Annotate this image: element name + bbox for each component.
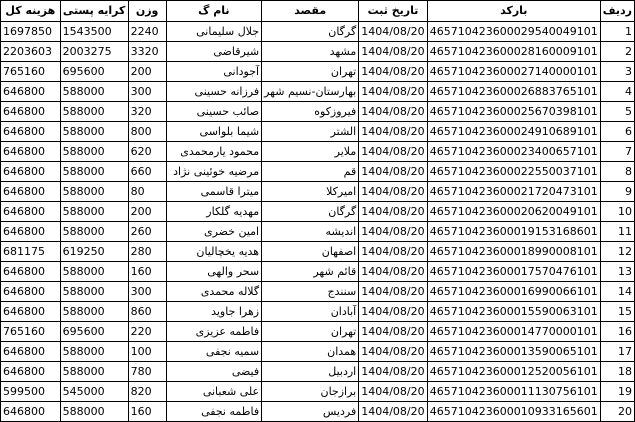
cell-reg-date[interactable]: 1404/08/20 bbox=[359, 102, 428, 122]
cell-weight[interactable]: 2240 bbox=[128, 22, 166, 42]
cell-row-index[interactable]: 4 bbox=[600, 82, 634, 102]
cell-row-index[interactable]: 10 bbox=[600, 202, 634, 222]
cell-recipient[interactable]: شیما بلواسی bbox=[166, 122, 262, 142]
cell-destination[interactable]: اردبیل bbox=[262, 362, 359, 382]
cell-total-cost[interactable]: 646800 bbox=[1, 202, 61, 222]
cell-postal-fee[interactable]: 588000 bbox=[60, 162, 128, 182]
cell-total-cost[interactable]: 681175 bbox=[1, 242, 61, 262]
cell-reg-date[interactable]: 1404/08/20 bbox=[359, 222, 428, 242]
cell-barcode[interactable]: 465710423600021720473101 bbox=[427, 182, 600, 202]
cell-weight[interactable]: 300 bbox=[128, 282, 166, 302]
cell-reg-date[interactable]: 1404/08/20 bbox=[359, 342, 428, 362]
cell-reg-date[interactable]: 1404/08/20 bbox=[359, 362, 428, 382]
table-row bbox=[1, 362, 635, 382]
cell-destination[interactable]: بهارستان-نسیم شهر bbox=[262, 82, 359, 102]
cell-weight[interactable]: 860 bbox=[128, 302, 166, 322]
cell-destination[interactable]: الشتر bbox=[262, 122, 359, 142]
cell-destination[interactable]: مشهد bbox=[262, 42, 359, 62]
cell-reg-date[interactable]: 1404/08/20 bbox=[359, 22, 428, 42]
table-row bbox=[1, 122, 635, 142]
cell-destination[interactable]: همدان bbox=[262, 342, 359, 362]
cell-weight[interactable]: 200 bbox=[128, 62, 166, 82]
cell-weight[interactable]: 80 bbox=[128, 182, 166, 202]
cell-total-cost[interactable]: 765160 bbox=[1, 322, 61, 342]
cell-postal-fee[interactable]: 588000 bbox=[60, 122, 128, 142]
cell-reg-date[interactable]: 1404/08/20 bbox=[359, 402, 428, 422]
cell-reg-date[interactable]: 1404/08/20 bbox=[359, 302, 428, 322]
cell-barcode[interactable]: 465710423600025670398101 bbox=[427, 102, 600, 122]
cell-recipient[interactable]: فیضی bbox=[166, 362, 262, 382]
cell-postal-fee[interactable]: 588000 bbox=[60, 362, 128, 382]
cell-row-index[interactable]: 11 bbox=[600, 222, 634, 242]
cell-postal-fee[interactable]: 588000 bbox=[60, 102, 128, 122]
cell-recipient[interactable]: مهدیه گلکار bbox=[166, 202, 262, 222]
cell-total-cost[interactable]: 646800 bbox=[1, 182, 61, 202]
cell-destination[interactable]: اصفهان bbox=[262, 242, 359, 262]
cell-recipient[interactable]: فاطمه نجفی bbox=[166, 402, 262, 422]
cell-total-cost[interactable]: 646800 bbox=[1, 162, 61, 182]
cell-barcode[interactable]: 465710423600013590065101 bbox=[427, 342, 600, 362]
cell-barcode[interactable]: 465710423600026883765101 bbox=[427, 82, 600, 102]
cell-recipient[interactable]: آجودانی bbox=[166, 62, 262, 82]
cell-weight[interactable]: 660 bbox=[128, 162, 166, 182]
cell-postal-fee[interactable]: 1543500 bbox=[60, 22, 128, 42]
cell-weight[interactable]: 260 bbox=[128, 222, 166, 242]
cell-recipient[interactable]: گلاله محمدی bbox=[166, 282, 262, 302]
cell-reg-date[interactable]: 1404/08/20 bbox=[359, 202, 428, 222]
cell-row-index[interactable]: 17 bbox=[600, 342, 634, 362]
cell-total-cost[interactable]: 646800 bbox=[1, 142, 61, 162]
table-row bbox=[1, 202, 635, 222]
table-row bbox=[1, 182, 635, 202]
cell-destination[interactable]: ملایر bbox=[262, 142, 359, 162]
cell-weight[interactable]: 3320 bbox=[128, 42, 166, 62]
cell-row-index[interactable]: 1 bbox=[600, 22, 634, 42]
table-row bbox=[1, 242, 635, 262]
cell-row-index[interactable]: 20 bbox=[600, 402, 634, 422]
cell-recipient[interactable]: هدیه یخچالیان bbox=[166, 242, 262, 262]
header-row[interactable]: ردیف bbox=[600, 1, 634, 22]
cell-postal-fee[interactable]: 588000 bbox=[60, 142, 128, 162]
cell-weight[interactable]: 300 bbox=[128, 82, 166, 102]
cell-total-cost[interactable]: 646800 bbox=[1, 282, 61, 302]
cell-weight[interactable]: 160 bbox=[128, 402, 166, 422]
cell-reg-date[interactable]: 1404/08/20 bbox=[359, 82, 428, 102]
table-row bbox=[1, 222, 635, 242]
cell-barcode[interactable]: 465710423600027140000101 bbox=[427, 62, 600, 82]
cell-reg-date[interactable]: 1404/08/20 bbox=[359, 262, 428, 282]
cell-row-index[interactable]: 5 bbox=[600, 102, 634, 122]
cell-weight[interactable]: 800 bbox=[128, 122, 166, 142]
cell-recipient[interactable]: جلال سلیمانی bbox=[166, 22, 262, 42]
cell-recipient[interactable]: صائب حسینی bbox=[166, 102, 262, 122]
cell-destination[interactable]: فردیس bbox=[262, 402, 359, 422]
header-total-cost[interactable]: هزینه کل bbox=[1, 1, 61, 22]
cell-postal-fee[interactable]: 588000 bbox=[60, 342, 128, 362]
cell-row-index[interactable]: 19 bbox=[600, 382, 634, 402]
table-row bbox=[1, 162, 635, 182]
cell-weight[interactable]: 320 bbox=[128, 102, 166, 122]
cell-weight[interactable]: 620 bbox=[128, 142, 166, 162]
cell-recipient[interactable]: مرضیه خوئینی نژاد bbox=[166, 162, 262, 182]
cell-barcode[interactable]: 465710423600028160009101 bbox=[427, 42, 600, 62]
cell-barcode[interactable]: 465710423600011130756101 bbox=[427, 382, 600, 402]
table-row bbox=[1, 302, 635, 322]
cell-weight[interactable]: 100 bbox=[128, 342, 166, 362]
cell-total-cost[interactable]: 646800 bbox=[1, 302, 61, 322]
cell-weight[interactable]: 780 bbox=[128, 362, 166, 382]
cell-row-index[interactable]: 18 bbox=[600, 362, 634, 382]
table-row bbox=[1, 342, 635, 362]
cell-postal-fee[interactable]: 588000 bbox=[60, 262, 128, 282]
cell-barcode[interactable]: 465710423600017570476101 bbox=[427, 262, 600, 282]
cell-barcode[interactable]: 465710423600029540049101 bbox=[427, 22, 600, 42]
cell-total-cost[interactable]: 646800 bbox=[1, 342, 61, 362]
cell-total-cost[interactable]: 646800 bbox=[1, 362, 61, 382]
cell-barcode[interactable]: 465710423600018990008101 bbox=[427, 242, 600, 262]
header-recipient[interactable]: نام گ bbox=[166, 1, 262, 22]
header-postal-fee[interactable]: کرایه پستی bbox=[60, 1, 128, 22]
cell-total-cost[interactable]: 646800 bbox=[1, 122, 61, 142]
cell-row-index[interactable]: 8 bbox=[600, 162, 634, 182]
cell-destination[interactable]: سنندج bbox=[262, 282, 359, 302]
cell-barcode[interactable]: 465710423600015590063101 bbox=[427, 302, 600, 322]
cell-recipient[interactable]: سحر والهی bbox=[166, 262, 262, 282]
cell-recipient[interactable]: میترا قاسمی bbox=[166, 182, 262, 202]
cell-reg-date[interactable]: 1404/08/20 bbox=[359, 62, 428, 82]
header-row bbox=[1, 1, 635, 22]
table-row bbox=[1, 42, 635, 62]
cell-reg-date[interactable]: 1404/08/20 bbox=[359, 242, 428, 262]
table-row bbox=[1, 262, 635, 282]
header-reg-date[interactable]: تاریخ ثبت bbox=[359, 1, 428, 22]
cell-destination[interactable]: قائم شهر bbox=[262, 262, 359, 282]
cell-destination[interactable]: آبادان bbox=[262, 302, 359, 322]
cell-destination[interactable]: گرگان bbox=[262, 202, 359, 222]
cell-total-cost[interactable]: 646800 bbox=[1, 102, 61, 122]
cell-barcode[interactable]: 465710423600016990066101 bbox=[427, 282, 600, 302]
cell-postal-fee[interactable]: 588000 bbox=[60, 182, 128, 202]
header-destination[interactable]: مقصد bbox=[262, 1, 359, 22]
cell-barcode[interactable]: 465710423600012520056101 bbox=[427, 362, 600, 382]
cell-postal-fee[interactable]: 695600 bbox=[60, 322, 128, 342]
cell-postal-fee[interactable]: 588000 bbox=[60, 282, 128, 302]
cell-total-cost[interactable]: 599500 bbox=[1, 382, 61, 402]
cell-weight[interactable]: 820 bbox=[128, 382, 166, 402]
cell-postal-fee[interactable]: 2003275 bbox=[60, 42, 128, 62]
table-row bbox=[1, 22, 635, 42]
cell-weight[interactable]: 280 bbox=[128, 242, 166, 262]
table-row bbox=[1, 62, 635, 82]
cell-total-cost[interactable]: 1697850 bbox=[1, 22, 61, 42]
cell-postal-fee[interactable]: 588000 bbox=[60, 222, 128, 242]
cell-reg-date[interactable]: 1404/08/20 bbox=[359, 122, 428, 142]
cell-destination[interactable]: اندیشه bbox=[262, 222, 359, 242]
cell-total-cost[interactable]: 646800 bbox=[1, 402, 61, 422]
cell-barcode[interactable]: 465710423600020620049101 bbox=[427, 202, 600, 222]
table-row bbox=[1, 282, 635, 302]
cell-postal-fee[interactable]: 588000 bbox=[60, 302, 128, 322]
cell-postal-fee[interactable]: 588000 bbox=[60, 202, 128, 222]
cell-destination[interactable]: تهران bbox=[262, 322, 359, 342]
header-weight[interactable]: وزن bbox=[128, 1, 166, 22]
table-row bbox=[1, 82, 635, 102]
cell-recipient[interactable]: زهرا جاوید bbox=[166, 302, 262, 322]
cell-barcode[interactable]: 465710423600019153168601 bbox=[427, 222, 600, 242]
cell-row-index[interactable]: 7 bbox=[600, 142, 634, 162]
cell-recipient[interactable]: فرزانه حسینی bbox=[166, 82, 262, 102]
cell-row-index[interactable]: 12 bbox=[600, 242, 634, 262]
table-row bbox=[1, 322, 635, 342]
cell-destination[interactable]: تهران bbox=[262, 62, 359, 82]
cell-row-index[interactable]: 3 bbox=[600, 62, 634, 82]
cell-reg-date[interactable]: 1404/08/20 bbox=[359, 42, 428, 62]
table-row bbox=[1, 142, 635, 162]
cell-row-index[interactable]: 9 bbox=[600, 182, 634, 202]
cell-reg-date[interactable]: 1404/08/20 bbox=[359, 322, 428, 342]
cell-reg-date[interactable]: 1404/08/20 bbox=[359, 142, 428, 162]
cell-reg-date[interactable]: 1404/08/20 bbox=[359, 162, 428, 182]
cell-postal-fee[interactable]: 695600 bbox=[60, 62, 128, 82]
cell-row-index[interactable]: 2 bbox=[600, 42, 634, 62]
cell-total-cost[interactable]: 2203603 bbox=[1, 42, 61, 62]
cell-total-cost[interactable]: 646800 bbox=[1, 222, 61, 242]
header-barcode[interactable]: بارکد bbox=[427, 1, 600, 22]
cell-destination[interactable]: امیرکلا bbox=[262, 182, 359, 202]
cell-recipient[interactable]: سمیه نجفی bbox=[166, 342, 262, 362]
cell-row-index[interactable]: 15 bbox=[600, 302, 634, 322]
table-row bbox=[1, 102, 635, 122]
cell-weight[interactable]: 220 bbox=[128, 322, 166, 342]
cell-barcode[interactable]: 465710423600023400657101 bbox=[427, 142, 600, 162]
cell-barcode[interactable]: 465710423600024910689101 bbox=[427, 122, 600, 142]
cell-row-index[interactable]: 14 bbox=[600, 282, 634, 302]
cell-destination[interactable]: گرگان bbox=[262, 22, 359, 42]
cell-postal-fee[interactable]: 545000 bbox=[60, 382, 128, 402]
cell-recipient[interactable]: امین خضری bbox=[166, 222, 262, 242]
cell-reg-date[interactable]: 1404/08/20 bbox=[359, 382, 428, 402]
table-row bbox=[1, 382, 635, 402]
table-row bbox=[1, 402, 635, 422]
cell-reg-date[interactable]: 1404/08/20 bbox=[359, 182, 428, 202]
cell-row-index[interactable]: 13 bbox=[600, 262, 634, 282]
cell-total-cost[interactable]: 765160 bbox=[1, 62, 61, 82]
cell-barcode[interactable]: 465710423600014770000101 bbox=[427, 322, 600, 342]
cell-destination[interactable]: برازجان bbox=[262, 382, 359, 402]
cell-barcode[interactable]: 465710423600010933165601 bbox=[427, 402, 600, 422]
cell-row-index[interactable]: 6 bbox=[600, 122, 634, 142]
cell-recipient[interactable]: فاطمه عزیزی bbox=[166, 322, 262, 342]
cell-postal-fee[interactable]: 588000 bbox=[60, 82, 128, 102]
cell-destination[interactable]: قم bbox=[262, 162, 359, 182]
cell-postal-fee[interactable]: 588000 bbox=[60, 402, 128, 422]
cell-row-index[interactable]: 16 bbox=[600, 322, 634, 342]
cell-barcode[interactable]: 465710423600022550037101 bbox=[427, 162, 600, 182]
cell-weight[interactable]: 200 bbox=[128, 202, 166, 222]
cell-weight[interactable]: 160 bbox=[128, 262, 166, 282]
cell-total-cost[interactable]: 646800 bbox=[1, 82, 61, 102]
cell-postal-fee[interactable]: 619250 bbox=[60, 242, 128, 262]
cell-recipient[interactable]: شیرقاضی bbox=[166, 42, 262, 62]
cell-reg-date[interactable]: 1404/08/20 bbox=[359, 282, 428, 302]
cell-destination[interactable]: فیروزکوه bbox=[262, 102, 359, 122]
cell-recipient[interactable]: علی شعبانی bbox=[166, 382, 262, 402]
cell-recipient[interactable]: محمود یارمحمدی bbox=[166, 142, 262, 162]
cell-total-cost[interactable]: 646800 bbox=[1, 262, 61, 282]
